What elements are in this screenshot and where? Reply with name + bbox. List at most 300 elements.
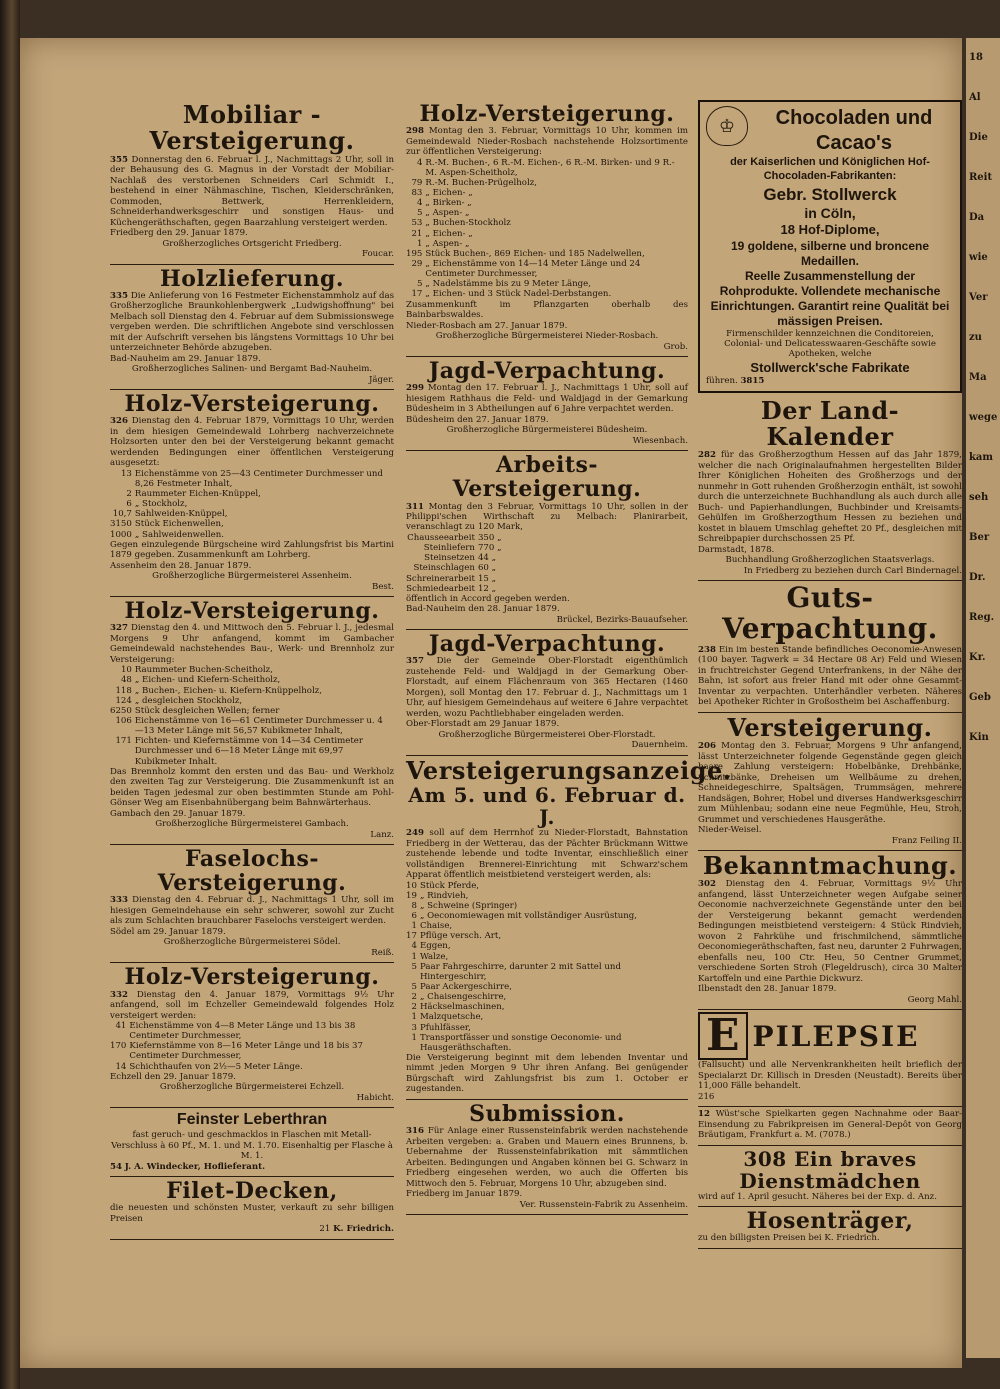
leberthran-number: 54 (110, 1161, 122, 1172)
notice-place-date: Ilbenstadt den 28. Januar 1879. (698, 984, 837, 995)
book-binding (0, 0, 20, 1389)
list-item (110, 686, 394, 696)
notice-text (406, 502, 688, 533)
stollwerck-city: in Cöln, (804, 204, 856, 221)
list-item (110, 469, 394, 489)
notice-text-2: Gegen einzulegende Bürgscheine wird Zahlungsfrist bis Martini 1879 gegeben. Zusammenkunft am Lohrberg. (110, 539, 394, 561)
list-item (406, 563, 505, 573)
notice-place-date: Echzell den 29. Januar 1879. (110, 1071, 236, 1082)
list-qty: 5 (416, 279, 423, 290)
notice-number: 335 (110, 290, 128, 301)
notice-signature: Best. (372, 581, 394, 592)
notice (110, 265, 394, 391)
list-item (406, 941, 688, 951)
list-qty: 5 (411, 961, 417, 972)
list-item (110, 509, 394, 519)
notice-list (406, 881, 688, 1053)
list-item (406, 543, 505, 553)
list-desc: Eichenstämme von 4—8 Meter Länge und 13 bis 38 Centimeter Durchmesser, (129, 1021, 356, 1042)
notice-text (110, 623, 394, 665)
notice-place-date: Gambach den 29. Januar 1879. (110, 808, 246, 819)
stollwerck-body: Reelle Zusammenstellung der Rohprodukte. Vollendete mechanische Einrichtungen. Garantirt reine Qualität bei mässigen Preisen. (710, 268, 950, 328)
list-desc: „ Buchen-Stockholz (425, 218, 511, 229)
notice-signature: Jäger. (368, 374, 394, 385)
leberthran-ad (110, 1108, 394, 1177)
notice-title: Versteigerungsanzeige. (406, 755, 732, 785)
dienstmaedchen-ad (698, 1146, 962, 1207)
notice-authority: Großherzogliche Bürgermeisterei Echzell. (159, 1082, 345, 1093)
list-desc: Kiefernstämme von 8—16 Meter Länge und 18 bis 37 Centimeter Durchmesser, (129, 1041, 363, 1062)
notice-title: Holz-Versteigerung. (124, 391, 380, 418)
notice-number: 316 (406, 1126, 424, 1137)
column-right (698, 100, 962, 1249)
list-desc: Transportfässer und sonstige Oeconomie- und Hausgeräthschaften. (419, 1032, 622, 1053)
notice-number: 311 (406, 501, 424, 512)
notice-text-2: Zusammenkunft im Pflanzgarten oberhalb des Bainbarbswaldes. (406, 299, 688, 321)
leberthran-firm: J. A. Windecker, Hoflieferant. (124, 1161, 266, 1172)
stollwerck-brand: Stollwerck'sche Fabrikate (750, 359, 910, 375)
list-item (110, 530, 394, 540)
notice-title: Jagd-Verpachtung. (428, 358, 666, 385)
list-desc: „ Nadelstämme bis zu 9 Meter Länge, (425, 279, 592, 290)
adjacent-page-fragment: 18 (969, 52, 983, 63)
list-qty: 4 (416, 157, 423, 168)
notice-authority: Großherzogliche Bürgermeisterei Gambach. (155, 819, 349, 830)
list-qty: Steinschlagen (413, 563, 475, 574)
list-desc: Paar Fahrgeschirre, darunter 2 mit Sattel und Hintergeschirr, (419, 961, 621, 982)
list-item (406, 1002, 688, 1012)
notice-number: 238 (698, 644, 716, 655)
list-qty: 124 (115, 695, 132, 706)
list-item (406, 911, 688, 921)
notice-place-date: Assenheim den 28. Januar 1879. (110, 560, 252, 571)
notice-text (698, 741, 962, 825)
list-desc: Raummeter Buchen-Scheitholz, (134, 665, 273, 676)
list-qty: 19 (406, 890, 417, 901)
list-desc: Chaise, (419, 921, 453, 932)
list-qty: 17 (406, 931, 417, 942)
notice-authority: Großherzogliches Salinen- und Bergamt Bad-Nauheim. (131, 364, 373, 375)
list-qty: 2 (126, 489, 132, 500)
list-qty: 79 (411, 177, 423, 188)
notice-list (406, 533, 505, 594)
list-desc: Eggen, (419, 941, 451, 952)
notice-title: Arbeits-Versteigerung. (452, 452, 642, 503)
notice-authority: Großherzogliche Bürgermeisterei Södel. (163, 937, 341, 948)
notice-text (698, 645, 962, 708)
adjacent-page-fragment: Kr. (969, 652, 986, 663)
notice-signature: Reiß. (371, 947, 394, 958)
epilepsie-banner (698, 1012, 962, 1060)
notice-body: Montag den 3. Februar, Vormittags 10 Uhr, kommen im Gemeindewald Nieder-Rosbach nachstehende Holzsortimente zur öffentlichen Versteigerung: (406, 126, 688, 158)
column-left (110, 100, 394, 1240)
stollwerck-heading: Chocoladen und Cacao's (775, 107, 933, 154)
notice-number: 332 (110, 989, 128, 1000)
notice (406, 630, 688, 756)
dienstmaedchen-title: Ein braves Dienstmädchen (739, 1146, 921, 1193)
notice (698, 396, 962, 582)
notice-title: Guts-Verpachtung. (722, 581, 938, 646)
list-item (406, 289, 688, 299)
notice-text-2: Die Versteigerung beginnt mit dem lebenden Inventar und nimmt jeden Morgen 9 Uhr ihren Anfang. Bei genügender Bürgschaft wird Zahlungsfrist bis zum 1. October er zugestanden. (406, 1053, 688, 1095)
list-desc: Stück Eichenwellen, (134, 519, 224, 530)
notice-authority: Buchhandlung Großherzoglichen Staatsverlags. (725, 555, 935, 566)
filet-text: die neuesten und schönsten Muster, verkauft zu sehr billigen Preisen (110, 1203, 394, 1224)
list-item (110, 665, 394, 675)
notice-body: Die Anlieferung von 16 Festmeter Eichenstammholz auf das Großherzogliche Braunkohlenbergwerk „Ludwigshoffnung" bei Melbach soll Dienstag den 4. Februar auf dem Submissionswege vergeben werden. Die schriftlichen Angebote sind verschlossen mit der Aufschrift versehen bis längstens Vormittags 10 Uhr bei unterzeichneter Behörde abzugeben. (110, 290, 394, 354)
list-desc: Pfuhlfässer, (419, 1022, 471, 1033)
list-desc: „ Eichen- und Kiefern-Scheitholz, (134, 675, 281, 686)
notice (110, 963, 394, 1108)
notice-number: 298 (406, 126, 424, 137)
list-item (406, 1033, 688, 1053)
notice-signature: Ver. Russenstein-Fabrik zu Assenheim. (519, 1199, 688, 1210)
notice-list (110, 469, 394, 540)
list-qty: 8 (411, 900, 417, 911)
notice-body: für das Großherzogthum Hessen auf das Jahr 1879, welcher die nach Originalaufnahmen hergestellten Bilder Ihrer Königlichen Hoheiten des Großherzogs und der nunmehr in Gott ruhenden Großherzogin enthält, ist sowohl durch die unterzeichnete Buchhandlung als auch durch alle Buch- und Papierhandlungen, Buchbinder und Kreisamts-Gehülfen im Großherzogthum Hessen zu beziehen und kostet in blauem Umschlag geheftet 20 Pf., desgleichen mit Schreibpapier durchschossen 25 Pf. (698, 450, 962, 545)
notice-body: Donnerstag den 6. Februar l. J., Nachmittags 2 Uhr, soll in der Behausung des G. Magnus in der Vorstadt der Mobiliar-Nachlaß des verstorbenen Schneiders Carl Schmidt I., bestehend in einer Nähmaschine, Tischen, Kleiderschränken, Commoden, Bettwerk, Herrenkleidern, Schneiderhandwerksgeschirr und sonstigen Haus- und Küchengeräthschaften, gegen Baarzahlung versteigert werden. (110, 154, 395, 228)
list-qty: 10 (120, 665, 132, 676)
adjacent-page-fragment: Ver (969, 292, 988, 303)
list-qty: 10,7 (112, 509, 132, 520)
notice-text (110, 291, 394, 354)
stollwerck-ad (698, 100, 962, 393)
hosentraeger-ad (698, 1207, 962, 1249)
list-qty: 1 (411, 951, 417, 962)
list-item (406, 952, 688, 962)
list-item (110, 499, 394, 509)
list-item (110, 706, 394, 716)
list-item (110, 675, 394, 685)
list-qty: 4 (416, 198, 423, 209)
notice (698, 581, 962, 713)
notice (110, 390, 394, 597)
list-item (110, 1062, 394, 1072)
notice-body: Montag den 3. Februar, Morgens 9 Uhr anfangend, lässt Unterzeichneter folgende Gegenstände gegen gleich baare Zahlung versteigern: Hobelbänke, Drehbänke, Schnitzbänke, Dreheisen um Wellbäume zu drehen, Schneidegeschirre, Spaltsägen, Trummsägen, mehrere Handsägen, Bohrer, Hobel und diverses Handwerksgeschirr zum Mühlenbau; sodann eine neue Fegmühle, Heu, Stroh, Grummet und verschiedenes Hausgeräthe. (698, 741, 962, 825)
stollwerck-small: Firmenschilder kennzeichnen die Conditoreien, Colonial- und Delicatesswaaren-Geschäfte sowie Apotheken, welche (724, 328, 936, 360)
notice (698, 851, 962, 1010)
notice-signature: Lanz. (370, 829, 394, 840)
list-qty: Schreinerarbeit (406, 573, 475, 584)
list-desc: „ Oeconomiewagen mit vollständiger Ausrüstung, (419, 911, 638, 922)
list-qty: 1 (416, 238, 423, 249)
list-desc: 770 „ (477, 543, 502, 554)
list-desc: Malzquetsche, (419, 1012, 484, 1023)
list-item (110, 696, 394, 706)
list-desc: 60 „ (477, 563, 497, 574)
notice-number: 357 (406, 656, 424, 667)
list-item (406, 584, 505, 594)
notice (110, 597, 394, 845)
list-item (406, 891, 688, 901)
list-item (406, 218, 688, 228)
notice-text (406, 656, 688, 719)
list-desc: Häckselmaschinen, (419, 1002, 505, 1013)
notice-signature: In Friedberg zu beziehen durch Carl Bindernagel. (743, 565, 962, 576)
list-qty: 1000 (110, 529, 132, 540)
list-qty: 10 (406, 880, 417, 891)
list-desc: Fichten- und Kiefernstämme von 14—34 Centimeter Durchmesser und 6—18 Meter Länge mit 69,97 Kubikmeter Inhalt. (134, 736, 363, 767)
filet-ad (110, 1177, 394, 1240)
notice-place-date: Bad-Nauheim am 29. Januar 1879. (110, 353, 261, 364)
notice-title: Holzlieferung. (159, 265, 345, 292)
list-qty: 14 (115, 1061, 127, 1072)
list-desc: „ Eichen- „ (425, 228, 473, 239)
list-desc: Stück Pferde, (419, 880, 480, 891)
stollwerck-end: führen. (706, 376, 738, 387)
list-desc: Walze, (419, 951, 449, 962)
list-item (406, 178, 688, 188)
dienstmaedchen-text: wird auf 1. April gesucht. Näheres bei der Exp. d. Anz. (698, 1191, 937, 1202)
notice-title: Submission. (469, 1100, 625, 1127)
list-desc: 15 „ (477, 573, 497, 584)
notice (406, 100, 688, 357)
list-desc: „ Stockholz, (134, 499, 188, 510)
list-qty: Chausseearbeit (407, 532, 475, 543)
list-item (406, 208, 688, 218)
notice-signature: Grob. (663, 341, 688, 352)
list-desc: „ Rindvieh, (419, 890, 469, 901)
list-item (406, 188, 688, 198)
list-item (110, 519, 394, 529)
list-qty: 53 (411, 218, 423, 229)
stollwerck-diplomas: 18 Hof-Diplome, (780, 222, 880, 238)
list-qty: 13 (120, 468, 132, 479)
list-qty: 83 (411, 188, 423, 199)
list-item (406, 881, 688, 891)
list-desc: „ Chaisengeschirre, (419, 992, 507, 1003)
notice-body: Dienstag den 4. Februar 1879, Vormittags 10 Uhr, werden in dem hiesigen Gemeindewald Lohrberg nachverzeichnete Holzsorten unter den bei der Versteigerung bekannt gemacht werdenden Bedingungen einer öffentlichen Versteigerung ausgesetzt: (110, 416, 394, 469)
notice (406, 1100, 688, 1215)
list-desc: R.-M. Buchen-Prügelholz, (425, 177, 537, 188)
notice-title: Versteigerung. (727, 712, 933, 742)
notice-number: 206 (698, 741, 716, 752)
notice-body: Dienstag den 4. Februar d. J., Nachmittags 1 Uhr, soll im hiesigen Gemeindehause ein sehr schwerer, sowohl zur Zucht als zum Schlachten brauchbarer Faselochs versteigert werden. (110, 895, 395, 927)
list-item (406, 229, 688, 239)
list-item (110, 1041, 394, 1061)
list-desc: Schichthaufen von 2½—5 Meter Länge. (129, 1061, 303, 1072)
spielkarten-text-line (698, 1109, 962, 1140)
notice-signature: Dauernheim. (631, 740, 688, 751)
list-qty: 171 (115, 736, 132, 747)
list-desc: Eichenstämme von 25—43 Centimeter Durchmesser und 8,26 Festmeter Inhalt, (134, 468, 383, 489)
list-desc: „ Birken- „ (425, 198, 472, 209)
list-desc: „ desgleichen Stockholz, (134, 695, 243, 706)
list-desc: Stück desgleichen Wellen; ferner (134, 705, 280, 716)
list-item (406, 553, 505, 563)
stollwerck-medals: 19 goldene, silberne und broncene Medaillen. (730, 238, 930, 268)
list-qty: 17 (411, 289, 423, 300)
notice-place-date: Friedberg im Januar 1879. (406, 1189, 523, 1200)
notice-number: 302 (698, 879, 716, 890)
list-desc: „ Buchen-, Eichen- u. Kiefern-Knüppelholz, (134, 685, 322, 696)
list-qty: 170 (110, 1041, 127, 1052)
list-qty: 1 (411, 921, 417, 932)
notice-signature: Georg Mahl. (907, 994, 962, 1005)
notice (406, 357, 688, 451)
notice-number: 327 (110, 623, 128, 634)
list-desc: Eichenstämme von 16—61 Centimeter Durchmesser u. 4—13 Meter Länge mit 56,57 Kubikmeter Inhalt, (134, 716, 383, 737)
list-qty: 21 (411, 228, 423, 239)
notice-place-date: Friedberg den 29. Januar 1879. (110, 228, 248, 239)
list-item (406, 901, 688, 911)
notice-body: Montag den 17. Februar l. J., Nachmittags 1 Uhr, soll auf hiesigem Rathhaus die Feld- und Waldjagd in der Gemarkung Büdesheim in 3 Abtheilungen auf 6 Jahre verpachtet werden. (406, 383, 688, 415)
list-item (406, 533, 505, 543)
notice (110, 845, 394, 963)
adjacent-page-fragment: Reit (969, 172, 993, 183)
list-desc: „ Eichenstämme von 14—14 Meter Länge und 24 Centimeter Durchmesser, (425, 259, 641, 280)
notice-number: 299 (406, 383, 424, 394)
list-desc: „ Aspen- „ (425, 208, 470, 219)
notice-text-2: Das Brennholz kommt den ersten und das Bau- und Werkholz den zweiten Tag zur Versteigerung. Die Zusammenkunft ist an beiden Tagen jedesmal zur oben bestimmten Stunde am Pohl-Gönser Weg am Eisenbahnübergang beim Bahnwärterhaus. (110, 766, 394, 809)
list-item (110, 736, 394, 766)
notice-text-2: öffentlich in Accord gegeben werden. (406, 593, 570, 604)
list-item (406, 992, 688, 1002)
list-qty: 48 (120, 675, 132, 686)
adjacent-page-fragment: Kin (969, 732, 989, 743)
adjacent-page-fragment: Reg. (969, 612, 995, 623)
list-item (406, 962, 688, 982)
list-desc: Stück Buchen-, 869 Eichen- und 185 Nadelwellen, (425, 248, 645, 259)
notice-text (698, 879, 962, 984)
dienstmaedchen-heading (698, 1148, 962, 1192)
epilepsie-initial: E (698, 1012, 748, 1060)
notice-body: Montag den 3 Februar, Vormittags 10 Uhr, sollen in der Philippi'schen Wirthschaft zu Melbach: Planirarbeit, veranschlagt zu 120 Mark, (406, 501, 689, 533)
notice-number: 282 (698, 450, 716, 461)
list-qty: 195 (406, 248, 423, 259)
list-qty: 4 (411, 941, 417, 952)
list-qty: Schmiedearbeit (406, 583, 475, 594)
epilepsie-number: 216 (698, 1091, 715, 1102)
leberthran-footer (110, 1162, 394, 1172)
leberthran-text: fast geruch- und geschmacklos in Flaschen mit Metall-Verschluss à 60 Pf., M. 1. und M. 1.70. Eisenhaltig per Flasche à M. 1. (111, 1130, 393, 1162)
eagle-crest-icon: ♔ (706, 106, 748, 146)
notice-signature: Brückel, Bezirks-Bauaufseher. (556, 614, 688, 625)
hosentraeger-title: Hosenträger, (746, 1208, 914, 1235)
list-qty: 6 (411, 911, 417, 922)
list-item (406, 279, 688, 289)
list-qty: Steinsetzen (424, 553, 475, 564)
notice-title: Holz-Versteigerung. (124, 598, 380, 625)
notice-body: Dienstag den 4. Februar, Vormittags 9½ Uhr anfangend, lässt Unterzeichneter wegen Aufgabe seiner Oeconomie nachverzeichnete Gegenstände unter den bei der Versteigerung bekannt gemacht werdenden Bedingungen meistbietend versteigern: 4 Stück Rindvieh, wovon 2 Fahrkühe und frischmilchend, sämmtliche Oeconomiegeräthschaften, fast neu, darunter 2 Fuhrwagen, ebenfalls neu, 100 Ctr. Heu, 50 Centner Grummet, verschiedene Sorten Stroh (Flegeldrusch), circa 30 Malter Kartoffeln und eine Parthie Dickwurz. (698, 879, 962, 984)
spielkarten-text: Wüst'sche Spielkarten gegen Nachnahme oder Baar-Einsendung zu Fabrikpreisen im General-Depôt von Georg Bräutigam, Frankfurt a. M. (7078.) (698, 1109, 962, 1141)
adjacent-page-fragment: Dr. (969, 572, 986, 583)
filet-footer (110, 1224, 394, 1234)
adjacent-page-fragment: Die (969, 132, 988, 143)
adjacent-page-fragment: kam (969, 452, 993, 463)
adjacent-page-fragment: wege (969, 412, 998, 423)
notice (406, 451, 688, 630)
epilepsie-title: PILEPSIE (752, 1019, 920, 1053)
list-item (110, 716, 394, 736)
list-qty: 2 (411, 1002, 417, 1013)
notice-title: Jagd-Verpachtung. (428, 631, 666, 658)
adjacent-page-fragment: Ber (969, 532, 990, 543)
list-desc: Pflüge versch. Art, (419, 931, 502, 942)
notice-text (406, 383, 688, 414)
stollwerck-number: 3815 (740, 376, 765, 387)
list-item (110, 1021, 394, 1041)
adjacent-page-fragment: Geb (969, 692, 991, 703)
notice-place-date: Büdesheim den 27. Januar 1879. (406, 414, 549, 425)
notice-place-date: Ober-Florstadt am 29 Januar 1879. (406, 719, 560, 730)
notice-list (406, 158, 688, 300)
notice-body: Für Anlage einer Russensteinfabrik werden nachstehende Arbeiten vergeben: a. Graben und Mauern eines Brunnens, b. Uebernahme der Russensteinfabrikation mit sämmtlichen Arbeiten. Bedingungen und Angaben können bei G. Schwarz in Friedberg eingesehen werden, wo auch die Offerten bis Mittwoch den 5. Februar, Morgens 10 Uhr, abzugeben sind. (406, 1126, 688, 1189)
notice-body: Dienstag den 4. und Mittwoch den 5. Februar l. J., jedesmal Morgens 9 Uhr anfangend, kommt im Gambacher Gemeindewald nachstehendes Bau-, Werk- und Brennholz zur Versteigerung: (110, 623, 394, 665)
dienstmaedchen-number: 308 (743, 1146, 787, 1171)
list-item (406, 259, 688, 279)
newspaper-page (20, 38, 962, 1368)
notice-signature: Wiesenbach. (632, 435, 688, 446)
notice-number: 355 (110, 154, 128, 165)
epilepsie-text: (Fallsucht) und alle Nervenkrankheiten heilt brieflich der Specialarzt Dr. Killisch in Dresden (Neustadt). Bereits über 11,000 Fälle behandelt. (698, 1060, 962, 1092)
filet-title: Filet-Decken, (166, 1178, 338, 1205)
list-qty: 41 (115, 1021, 127, 1032)
notice-title: Mobiliar - Versteigerung. (149, 100, 355, 156)
list-item (110, 489, 394, 499)
notice-authority: Großherzogliche Bürgermeisterei Nieder-Rosbach. (435, 331, 659, 342)
list-qty: 3150 (110, 519, 132, 530)
list-desc: „ Sahlweidenwellen. (134, 529, 224, 540)
spielkarten-ad (698, 1107, 962, 1145)
filet-number: 21 (319, 1224, 331, 1235)
leberthran-title: Feinster Leberthran (176, 1111, 328, 1129)
notice-place-date: Nieder-Rosbach am 27. Januar 1879. (406, 320, 568, 331)
notice-text (406, 828, 688, 880)
notice-place-date: Bad-Nauheim den 28. Januar 1879. (406, 604, 560, 615)
list-qty: 6250 (110, 705, 132, 716)
list-desc: 350 „ (477, 532, 502, 543)
adjacent-page-edge (966, 38, 1000, 1358)
hosentraeger-text: zu den billigsten Preisen bei K. Friedrich. (698, 1233, 880, 1244)
list-desc: „ Eichen- „ (425, 188, 473, 199)
list-qty: 29 (411, 259, 423, 270)
notice-title: Bekanntmachung. (702, 851, 958, 881)
notice-text (406, 1126, 688, 1189)
notice-subtitle: Am 5. und 6. Februar d. J. (408, 783, 686, 830)
list-qty: 2 (411, 992, 417, 1003)
list-item (406, 1012, 688, 1022)
list-item (406, 158, 688, 178)
stollwerck-firm: Gebr. Stollwerck (763, 184, 897, 204)
notice-place-date: Södel am 29. Januar 1879. (110, 926, 226, 937)
notice-body: Die der Gemeinde Ober-Florstadt eigenthümlich zustehende Feld- und Waldjagd in der Gemarkung Ober-Florstadt, auf einem Flächenraum von 365 Hectaren (1460 Morgen), soll Montag den 17. Februar d. J., Nachmittags um 1 Uhr, auf hiesigem Gemeindehaus auf weitere 6 Jahre verpachtet werden, wozu Pachtliebhaber eingeladen werden. (406, 656, 688, 719)
notice-title: Holz-Versteigerung. (419, 101, 675, 127)
adjacent-page-fragment: seh (969, 492, 989, 503)
notice-place-date: Nieder-Weisel. (698, 825, 762, 836)
notice-text (110, 416, 394, 468)
list-item (406, 931, 688, 941)
adjacent-page-fragment: Ma (969, 372, 987, 383)
list-qty: 3 (411, 1022, 417, 1033)
list-item (406, 239, 688, 249)
notice-title: Holz-Versteigerung. (124, 964, 380, 991)
spielkarten-number: 12 (698, 1109, 710, 1120)
epilepsie-ad (698, 1010, 962, 1107)
list-desc: „ Eichen- und 3 Stück Nadel-Derbstangen. (425, 289, 612, 300)
notice-authority: Großherzogliche Bürgermeisterei Ober-Florstadt. (438, 729, 656, 740)
notice-body: Ein im besten Stande befindliches Oeconomie-Anwesen (100 bayer. Tagwerk = 34 Hectare 08 Ar) Feld und Wiesen in fruchtreichster Gegend Unterfrankens, in der Nähe der Bahn, ist sofort aus freier Hand mit oder ohne Gesammt-Inventar zu verpachten. Unterhändler verbeten. Näheres bei Apotheker Richter in Großostheim bei Aschaffenburg. (698, 644, 962, 708)
adjacent-page-fragment: Da (969, 212, 985, 223)
notice-place-date: Darmstadt, 1878. (698, 544, 775, 555)
list-item (406, 921, 688, 931)
notice-text (406, 126, 688, 157)
notice-authority: Großherzogliche Bürgermeisterei Büdesheim. (446, 425, 648, 436)
notice-body: soll auf dem Herrnhof zu Nieder-Florstadt, Bahnstation Friedberg in der Wetterau, das der Pächter Brückmann Wittwe zustehende lebende und todte Inventar, einschließlich einer vollständigen Brennerei-Einrichtung mit Schwarz'schem Apparat öffentlich meistbietend versteigert werden, als: (406, 828, 689, 881)
filet-firm: K. Friedrich. (333, 1224, 394, 1235)
notice-number: 333 (110, 895, 128, 906)
list-desc: R.-M. Buchen-, 6 R.-M. Eichen-, 6 R.-M. Birken- und 9 R.-M. Aspen-Scheitholz, (425, 157, 675, 178)
